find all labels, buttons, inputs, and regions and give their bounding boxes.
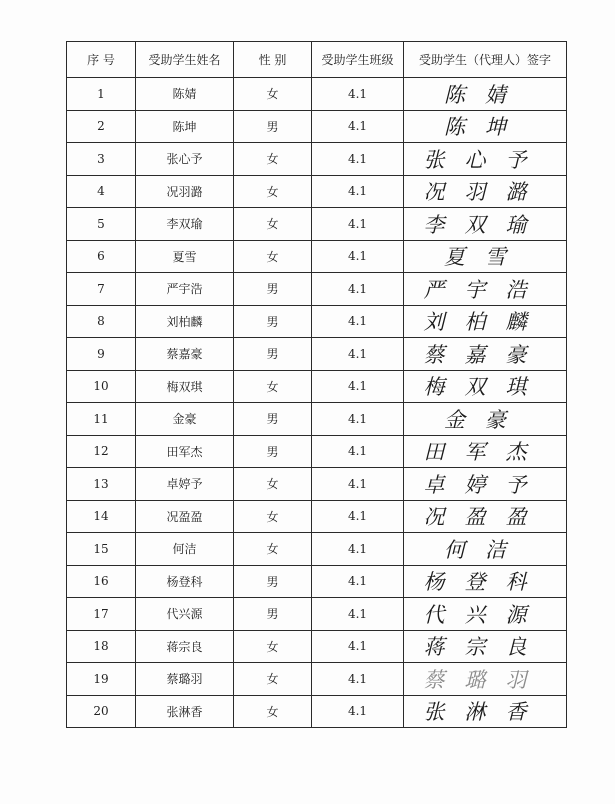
- handwritten-signature: 卓婷予: [404, 468, 567, 501]
- class-cell: 4.1: [312, 630, 404, 663]
- table-row: [67, 565, 567, 598]
- class-cell: 4.1: [312, 500, 404, 533]
- gender-cell: 女: [234, 695, 312, 728]
- table-row: [67, 240, 567, 273]
- class-cell: 4.1: [312, 143, 404, 176]
- handwritten-signature: 蔡嘉豪: [404, 338, 567, 371]
- header-name: 受助学生姓名: [136, 42, 234, 78]
- table-row: [67, 468, 567, 501]
- class-cell: 4.1: [312, 338, 404, 371]
- header-signature: 受助学生（代理人）签字: [404, 42, 567, 78]
- student-name-cell: 张心予: [136, 143, 234, 176]
- handwritten-signature: 张心予: [404, 143, 567, 176]
- header-gender: 性 别: [234, 42, 312, 78]
- gender-cell: 女: [234, 663, 312, 696]
- class-cell: 4.1: [312, 598, 404, 631]
- header-class: 受助学生班级: [312, 42, 404, 78]
- handwritten-signature: 况盈盈: [404, 500, 567, 533]
- gender-cell: 女: [234, 240, 312, 273]
- student-name-cell: 况盈盈: [136, 500, 234, 533]
- table-row: [67, 273, 567, 306]
- class-cell: 4.1: [312, 240, 404, 273]
- row-index-cell: 18: [67, 630, 136, 663]
- class-cell: 4.1: [312, 695, 404, 728]
- class-cell: 4.1: [312, 78, 404, 111]
- gender-cell: 男: [234, 565, 312, 598]
- class-cell: 4.1: [312, 110, 404, 143]
- gender-cell: 男: [234, 305, 312, 338]
- student-name-cell: 张淋香: [136, 695, 234, 728]
- table-header-row: [67, 42, 567, 78]
- student-name-cell: 刘柏麟: [136, 305, 234, 338]
- row-index-cell: 15: [67, 533, 136, 566]
- class-cell: 4.1: [312, 403, 404, 436]
- table-row: [67, 500, 567, 533]
- row-index-cell: 12: [67, 435, 136, 468]
- class-cell: 4.1: [312, 370, 404, 403]
- gender-cell: 男: [234, 273, 312, 306]
- table-row: [67, 110, 567, 143]
- student-name-cell: 李双瑜: [136, 208, 234, 241]
- student-name-cell: 何洁: [136, 533, 234, 566]
- row-index-cell: 17: [67, 598, 136, 631]
- table-row: [67, 663, 567, 696]
- gender-cell: 女: [234, 175, 312, 208]
- student-name-cell: 陈婧: [136, 78, 234, 111]
- student-name-cell: 代兴源: [136, 598, 234, 631]
- handwritten-signature: 杨登科: [404, 565, 567, 598]
- gender-cell: 男: [234, 435, 312, 468]
- table-row: [67, 435, 567, 468]
- class-cell: 4.1: [312, 468, 404, 501]
- handwritten-signature: 陈坤: [404, 110, 567, 143]
- handwritten-signature: 刘柏麟: [404, 305, 567, 338]
- class-cell: 4.1: [312, 533, 404, 566]
- class-cell: 4.1: [312, 273, 404, 306]
- handwritten-signature: 蒋宗良: [404, 630, 567, 663]
- row-index-cell: 11: [67, 403, 136, 436]
- table-row: [67, 305, 567, 338]
- gender-cell: 男: [234, 110, 312, 143]
- student-name-cell: 况羽潞: [136, 175, 234, 208]
- header-index: 序 号: [67, 42, 136, 78]
- row-index-cell: 4: [67, 175, 136, 208]
- gender-cell: 女: [234, 78, 312, 111]
- table-row: [67, 630, 567, 663]
- table-row: [67, 78, 567, 111]
- class-cell: 4.1: [312, 208, 404, 241]
- row-index-cell: 1: [67, 78, 136, 111]
- gender-cell: 女: [234, 143, 312, 176]
- handwritten-signature: 金豪: [404, 403, 567, 436]
- aid-recipient-table: [66, 41, 567, 728]
- student-name-cell: 严宇浩: [136, 273, 234, 306]
- table-row: [67, 695, 567, 728]
- row-index-cell: 10: [67, 370, 136, 403]
- class-cell: 4.1: [312, 565, 404, 598]
- table-row: [67, 403, 567, 436]
- student-name-cell: 杨登科: [136, 565, 234, 598]
- handwritten-signature: 李双瑜: [404, 208, 567, 241]
- gender-cell: 女: [234, 500, 312, 533]
- handwritten-signature: 蔡璐羽: [404, 663, 567, 696]
- student-name-cell: 蔡嘉豪: [136, 338, 234, 371]
- handwritten-signature: 张淋香: [404, 695, 567, 728]
- handwritten-signature: 何洁: [404, 533, 567, 566]
- gender-cell: 男: [234, 338, 312, 371]
- class-cell: 4.1: [312, 663, 404, 696]
- row-index-cell: 3: [67, 143, 136, 176]
- row-index-cell: 8: [67, 305, 136, 338]
- gender-cell: 女: [234, 533, 312, 566]
- table-row: [67, 143, 567, 176]
- gender-cell: 男: [234, 598, 312, 631]
- table-row: [67, 208, 567, 241]
- handwritten-signature: 陈婧: [404, 78, 567, 111]
- table-row: [67, 338, 567, 371]
- row-index-cell: 2: [67, 110, 136, 143]
- row-index-cell: 16: [67, 565, 136, 598]
- row-index-cell: 9: [67, 338, 136, 371]
- student-name-cell: 蒋宗良: [136, 630, 234, 663]
- handwritten-signature: 况羽潞: [404, 175, 567, 208]
- table-row: [67, 598, 567, 631]
- gender-cell: 女: [234, 370, 312, 403]
- student-name-cell: 金豪: [136, 403, 234, 436]
- handwritten-signature: 严宇浩: [404, 273, 567, 306]
- class-cell: 4.1: [312, 175, 404, 208]
- student-name-cell: 田军杰: [136, 435, 234, 468]
- gender-cell: 女: [234, 468, 312, 501]
- student-name-cell: 梅双琪: [136, 370, 234, 403]
- table-row: [67, 370, 567, 403]
- handwritten-signature: 夏雪: [404, 240, 567, 273]
- class-cell: 4.1: [312, 435, 404, 468]
- row-index-cell: 13: [67, 468, 136, 501]
- gender-cell: 男: [234, 403, 312, 436]
- row-index-cell: 20: [67, 695, 136, 728]
- table-row: [67, 533, 567, 566]
- handwritten-signature: 代兴源: [404, 598, 567, 631]
- student-name-cell: 陈坤: [136, 110, 234, 143]
- handwritten-signature: 田军杰: [404, 435, 567, 468]
- row-index-cell: 5: [67, 208, 136, 241]
- table-row: [67, 175, 567, 208]
- gender-cell: 女: [234, 208, 312, 241]
- gender-cell: 女: [234, 630, 312, 663]
- row-index-cell: 6: [67, 240, 136, 273]
- handwritten-signature: 梅双琪: [404, 370, 567, 403]
- row-index-cell: 19: [67, 663, 136, 696]
- class-cell: 4.1: [312, 305, 404, 338]
- row-index-cell: 14: [67, 500, 136, 533]
- student-name-cell: 蔡璐羽: [136, 663, 234, 696]
- student-name-cell: 卓婷予: [136, 468, 234, 501]
- student-name-cell: 夏雪: [136, 240, 234, 273]
- row-index-cell: 7: [67, 273, 136, 306]
- table-body: [67, 78, 567, 728]
